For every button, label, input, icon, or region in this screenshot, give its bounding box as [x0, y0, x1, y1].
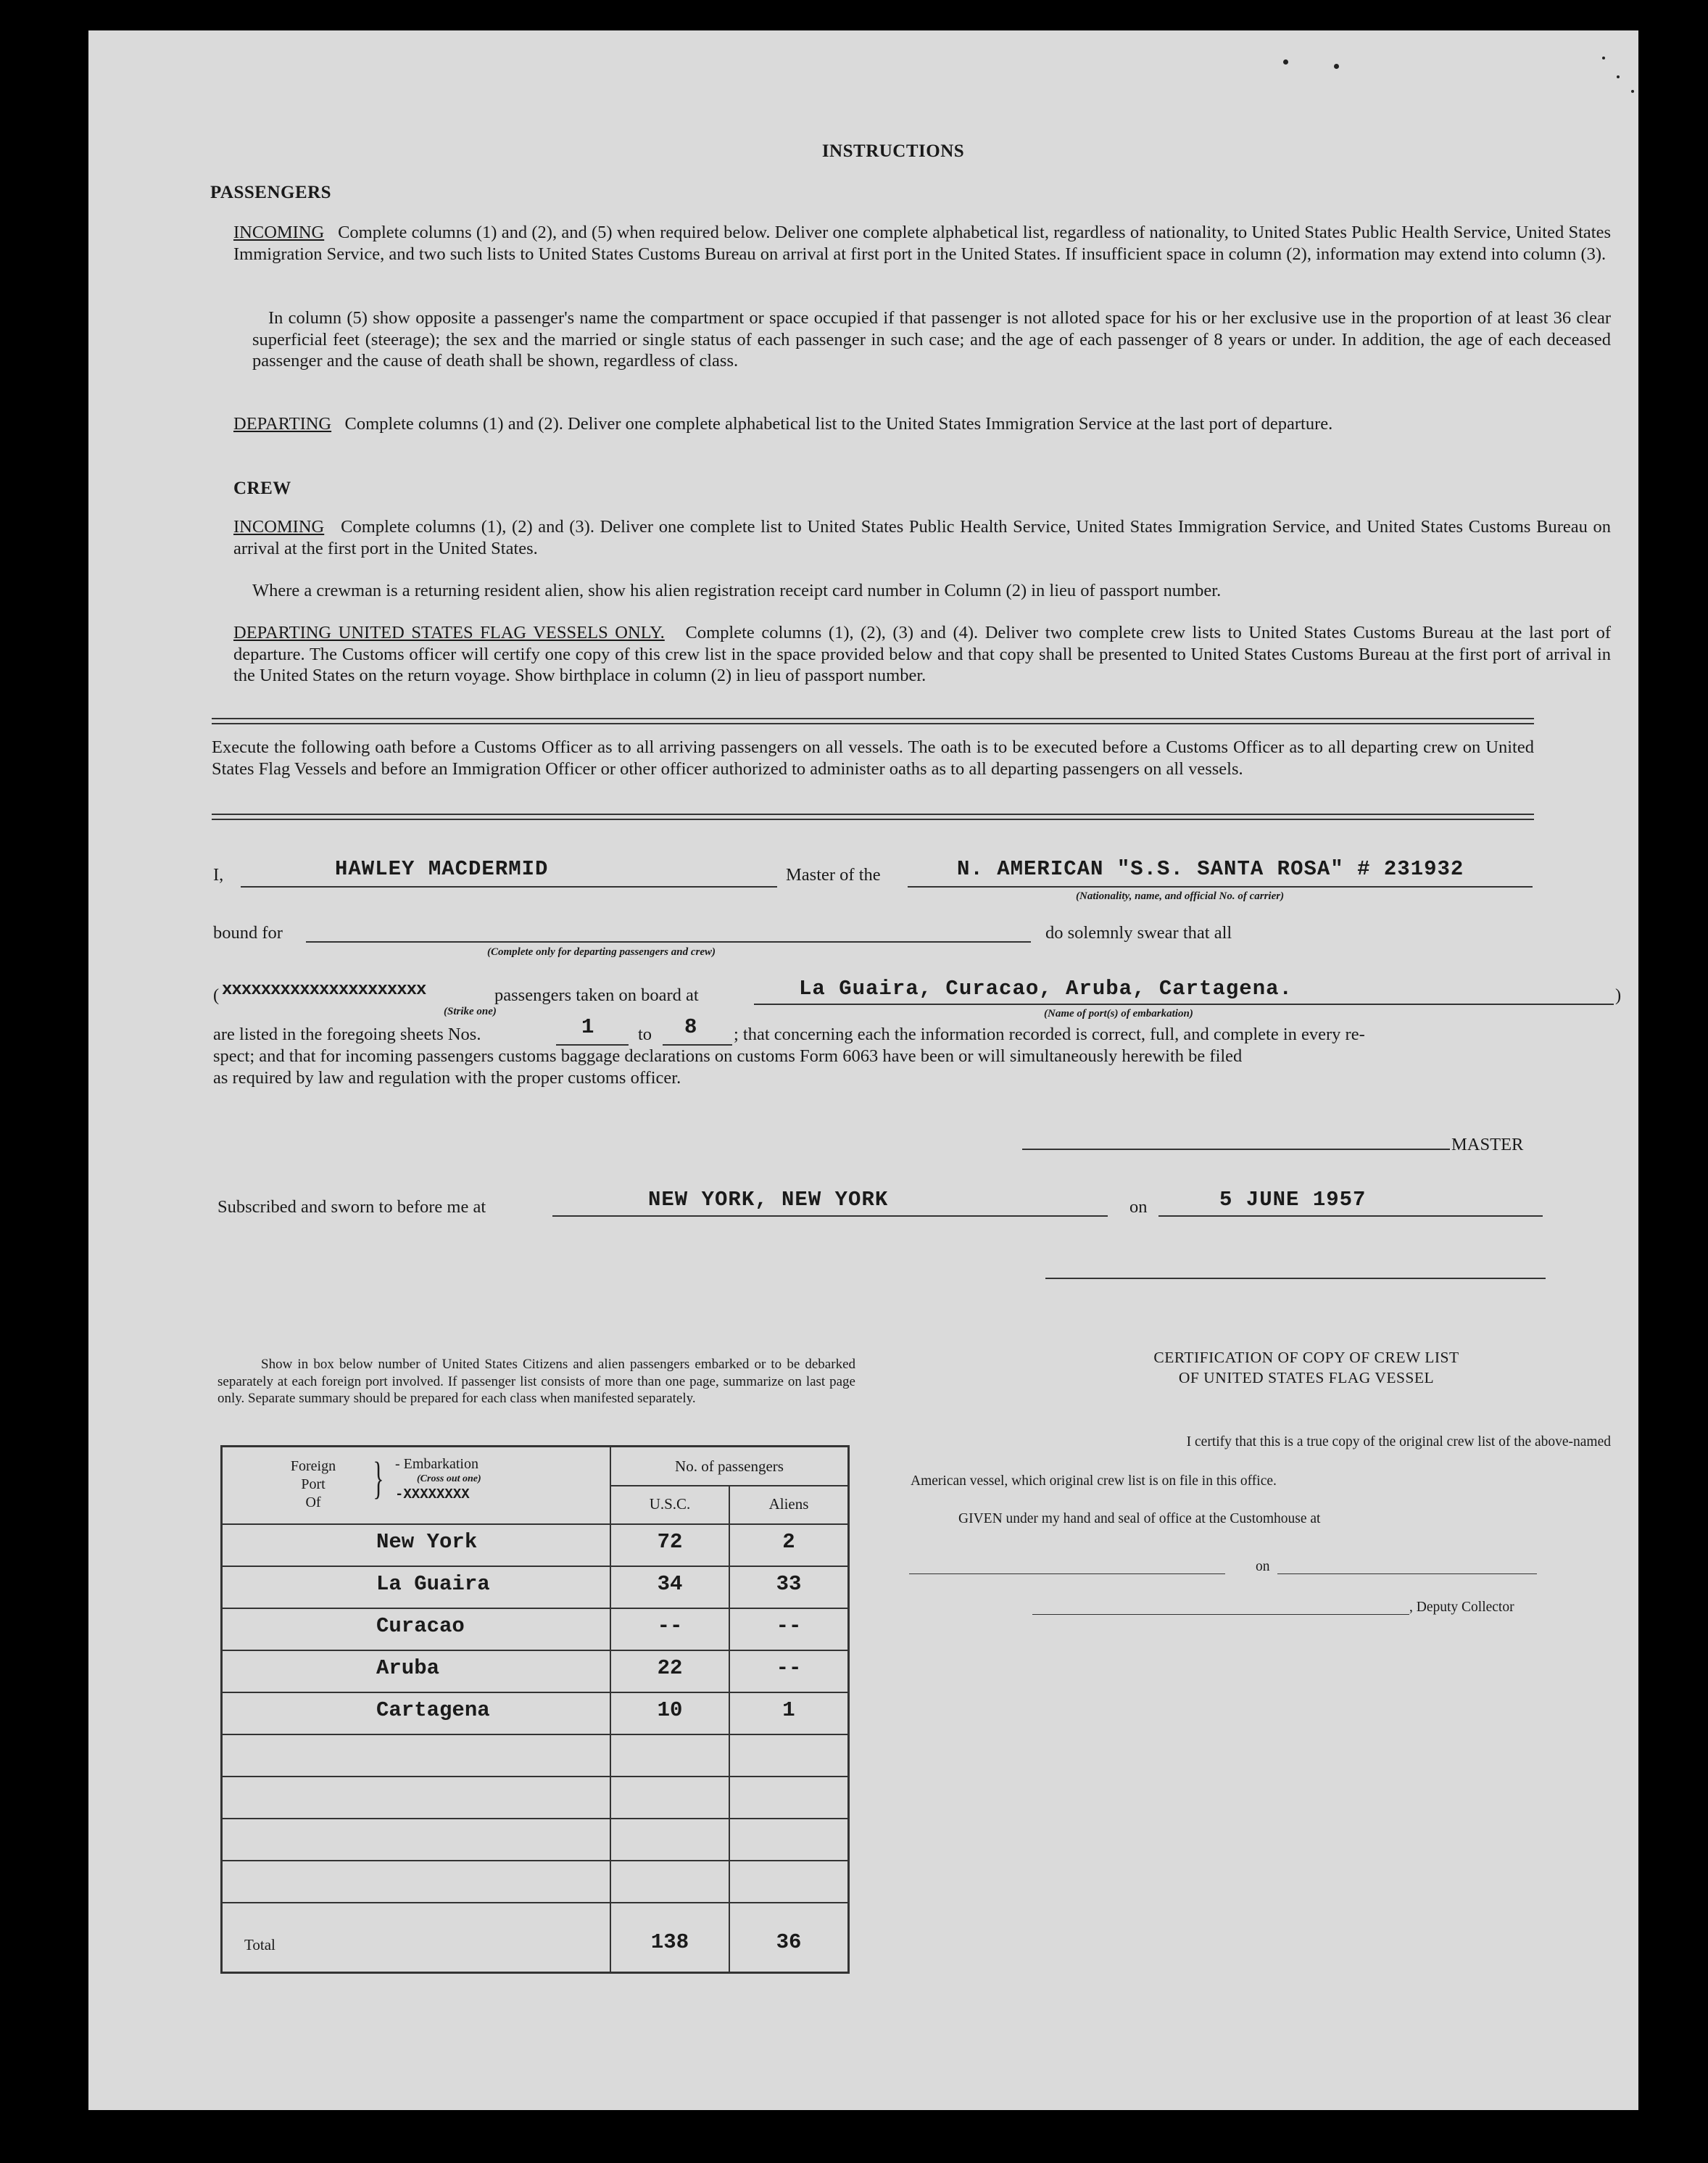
- port-name: La Guaira: [376, 1572, 490, 1596]
- usc-count: 10: [657, 1698, 683, 1722]
- flag-vessels-label: DEPARTING UNITED STATES FLAG VESSELS ONLY.: [233, 623, 665, 642]
- i-label: I,: [213, 865, 224, 885]
- passengers-taken-label: passengers taken on board at: [494, 985, 699, 1005]
- port-name: Aruba: [376, 1656, 440, 1680]
- aliens-header: Aliens: [768, 1495, 809, 1513]
- port-name: Cartagena: [376, 1698, 490, 1722]
- crewman-instruction: Where a crewman is a returning resident alien, show his alien registration receipt card number in Column (2) in lieu of passport number.: [252, 581, 1222, 600]
- embarkation-ports: La Guaira, Curacao, Aruba, Cartagena.: [799, 977, 1293, 1001]
- sworn-place: NEW YORK, NEW YORK: [648, 1188, 889, 1212]
- alien-count: 33: [776, 1572, 802, 1596]
- no-of-passengers-header: No. of passengers: [675, 1457, 784, 1475]
- crew-incoming-text: Complete columns (1), (2) and (3). Deliver one complete list to United States Public Health Service, United States Immigration Service, and United States Customs Bureau on arrival at the first port in the United States.: [233, 517, 1611, 558]
- crew-heading: CREW: [233, 479, 291, 498]
- open-paren: (: [213, 985, 220, 1005]
- incoming-text: Complete columns (1) and (2), and (5) when required below. Deliver one complete alphabetical list, regardless of nationality, to United States Public Health Service, United States Immigration Service, and two such lists to United States Customs Bureau on arrival at first port in the United States. If insufficient space in column (2), information may extend into column (3).: [233, 223, 1611, 264]
- crew-incoming-instruction: [233, 516, 1611, 559]
- certification-title: CERTIFICATION OF COPY OF CREW LIST OF UNITED STATES FLAG VESSEL: [1153, 1349, 1459, 1386]
- swear-text: do solemnly swear that all: [1045, 923, 1232, 943]
- master-name: HAWLEY MACDERMID: [335, 857, 549, 881]
- scan-speck: [1617, 75, 1620, 78]
- divider: [212, 718, 1534, 724]
- sheets-label: are listed in the foregoing sheets Nos.: [213, 1025, 481, 1044]
- master-signature-label: MASTER: [1451, 1135, 1524, 1154]
- to-label: to: [638, 1025, 652, 1044]
- incoming-label: INCOMING: [233, 223, 325, 242]
- passengers-heading: PASSENGERS: [210, 183, 332, 202]
- certification-text-1: I certify that this is a true copy of the original crew list of the above-named: [1186, 1434, 1611, 1449]
- total-aliens: 36: [776, 1930, 802, 1954]
- oath-intro: Execute the following oath before a Customs Officer as to all arriving passengers on all vessels. The oath is to be executed before a Customs Officer as to all departing crew on United States Flag Vessels and before an Immigration Officer or other officer authorized to administer oaths as to all departing passengers on all vessels.: [212, 737, 1534, 779]
- alien-count: --: [776, 1656, 802, 1680]
- usc-count: 34: [657, 1572, 683, 1596]
- flag-vessels-instruction: [233, 622, 1611, 687]
- sworn-date: 5 JUNE 1957: [1219, 1188, 1367, 1212]
- deputy-collector-label: , Deputy Collector: [1409, 1600, 1514, 1615]
- total-usc: 138: [650, 1930, 689, 1954]
- embarkation-header: - Embarkation: [395, 1456, 478, 1472]
- incoming-passengers-instruction: [233, 222, 1611, 265]
- total-label: Total: [244, 1936, 275, 1953]
- sheet-from: 1: [581, 1015, 595, 1039]
- usc-count: 72: [657, 1530, 683, 1554]
- brace-icon: }: [373, 1454, 384, 1503]
- alien-count: --: [776, 1614, 802, 1638]
- certify-text-2: spect; and that for incoming passengers customs baggage declarations on customs Form 6063 have been or will simultaneously herewith be filed: [213, 1046, 1243, 1066]
- divider: [212, 814, 1534, 820]
- subscribed-label: Subscribed and sworn to before me at: [217, 1197, 486, 1217]
- document-page: [88, 30, 1638, 2110]
- bound-caption: (Complete only for departing passengers and crew): [487, 946, 716, 958]
- departing-label: DEPARTING: [233, 414, 332, 434]
- cross-out-caption: (Cross out one): [417, 1473, 481, 1484]
- usc-count: --: [657, 1614, 683, 1638]
- certification-on-label: on: [1256, 1559, 1270, 1574]
- flag-vessels-text: Complete columns (1), (2), (3) and (4). Deliver two complete crew lists to United States Customs Bureau at the last port of departure. The Customs officer will certify one copy of this crew list in the space provided below and that copy shall be presented to United States Customs Bureau at the first port of arrival in the United States on the return voyage. Show birthplace in column (2) in lieu of passport number.: [233, 623, 1611, 685]
- port-summary-table: [220, 1445, 850, 1974]
- scan-speck: [1283, 59, 1288, 65]
- master-of-label: Master of the: [786, 865, 881, 885]
- departing-text: Complete columns (1) and (2). Deliver one complete alphabetical list to the United States Immigration Service at the last port of departure.: [344, 414, 1333, 434]
- usc-header: U.S.C.: [649, 1495, 691, 1513]
- certify-text-1: ; that concerning each the information recorded is correct, full, and complete in every re-: [734, 1025, 1365, 1044]
- alien-count: 1: [782, 1698, 795, 1722]
- struck-debarkation: -XXXXXXXX: [395, 1486, 470, 1502]
- instructions-title: INSTRUCTIONS: [821, 141, 965, 161]
- port-name: Curacao: [376, 1614, 465, 1638]
- usc-count: 22: [657, 1656, 683, 1680]
- scan-speck: [1631, 90, 1634, 93]
- vessel-caption: (Nationality, name, and official No. of carrier): [1076, 890, 1285, 902]
- port-name: New York: [376, 1530, 478, 1554]
- foreign-port-header: Foreign Port Of: [290, 1458, 336, 1510]
- struck-out-text: xxxxxxxxxxxxxxxxxxxxx: [222, 980, 426, 1000]
- close-paren: ): [1615, 985, 1622, 1005]
- certification-text-2: American vessel, which original crew list is on file in this office.: [911, 1473, 1277, 1489]
- certification-text-3: GIVEN under my hand and seal of office at the Customhouse at: [958, 1511, 1321, 1526]
- departing-passengers-instruction: [233, 413, 1611, 435]
- on-label: on: [1129, 1197, 1148, 1217]
- scan-speck: [1334, 64, 1339, 69]
- scan-speck: [1602, 57, 1605, 59]
- certify-text-3: as required by law and regulation with the proper customs officer.: [213, 1068, 681, 1088]
- bound-for-label: bound for: [213, 923, 283, 943]
- column5-instruction: In column (5) show opposite a passenger's name the compartment or space occupied if that passenger is not alloted space for his or her exclusive use in the proportion of at least 36 clear superficial feet (steerage); the sex and the married or single status of each passenger in such case; and the age of each passenger of 8 years or under. In addition, the age of each deceased passenger and the cause of death shall be shown, regardless of class.: [252, 308, 1611, 371]
- strike-caption: (Strike one): [444, 1006, 497, 1017]
- summary-note: Show in box below number of United States Citizens and alien passengers embarked or to be debarked separately at each foreign port involved. If passenger list consists of more than one page, summarize on last page only. Separate summary should be prepared for each class when manifested separately.: [217, 1357, 855, 1406]
- sheet-to: 8: [684, 1015, 698, 1039]
- alien-count: 2: [782, 1530, 795, 1554]
- vessel-name: N. AMERICAN "S.S. SANTA ROSA" # 231932: [957, 857, 1464, 881]
- ports-caption: (Name of port(s) of embarkation): [1044, 1008, 1193, 1020]
- crew-incoming-label: INCOMING: [233, 517, 325, 537]
